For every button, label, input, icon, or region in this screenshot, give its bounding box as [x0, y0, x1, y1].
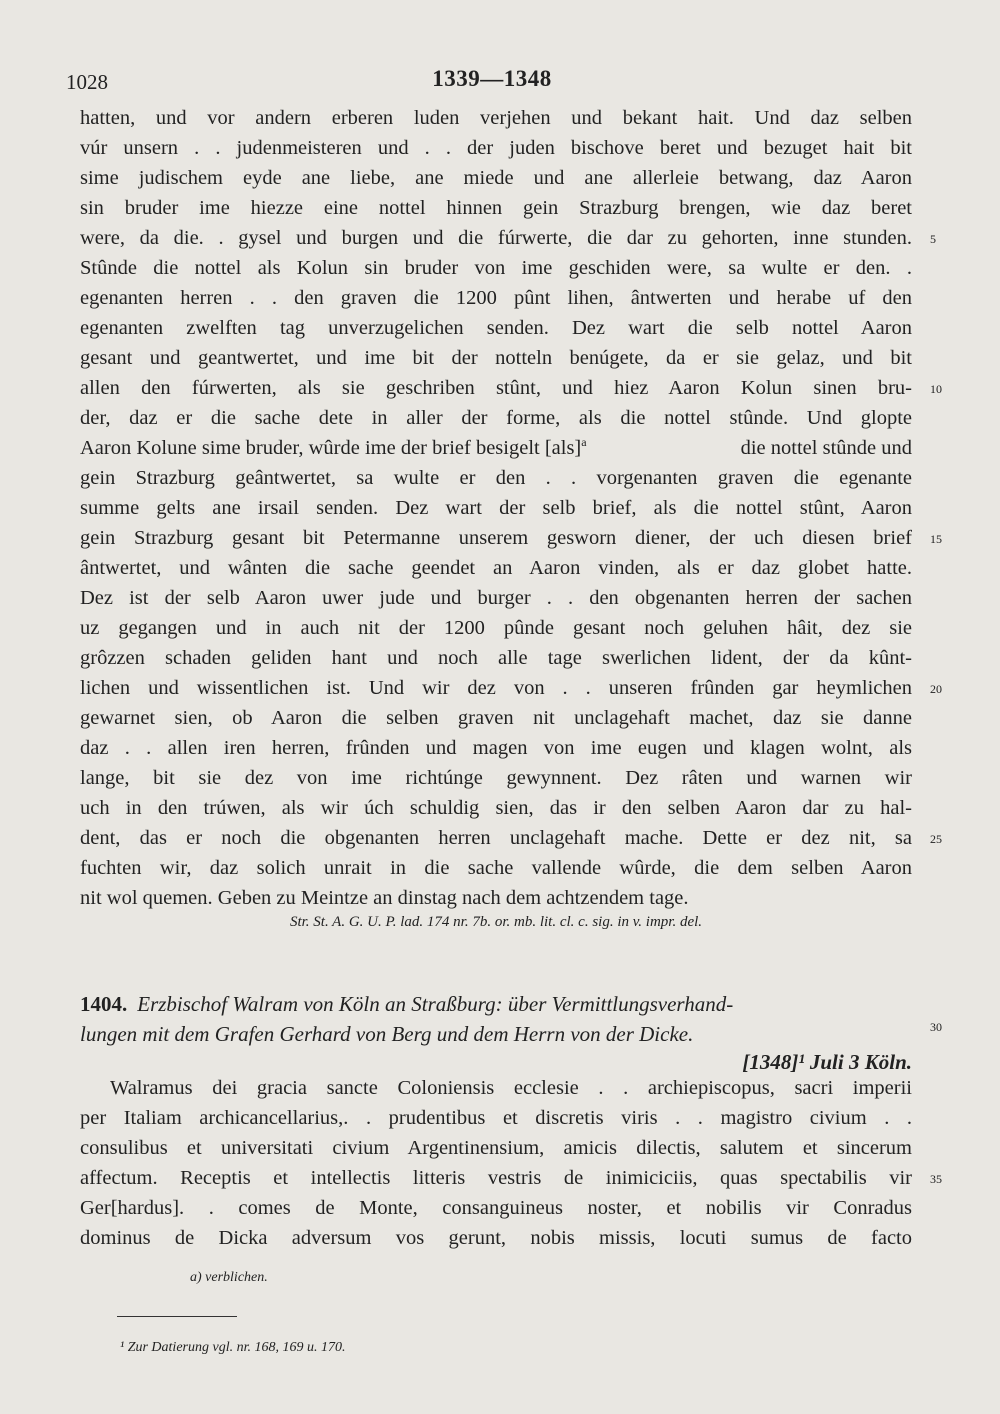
body-line: ântwertet, und wânten die sache geendet an Aaron vinden, als er daz globet hatte.	[80, 557, 912, 579]
document-title-line-2: lungen mit dem Grafen Gerhard von Berg und dem Herrn von der Dicke.	[80, 1022, 694, 1046]
latin-line: per Italiam archicancellarius,. . prudentibus et discretis viris . . magistro civium . .	[80, 1107, 912, 1129]
document-title-line-1	[80, 990, 912, 1018]
body-line: gein Strazburg geântwertet, sa wulte er den . . vorgenanten graven die egenante	[80, 467, 912, 489]
footnote-divider	[117, 1316, 237, 1317]
body-line: nit wol quemen. Geben zu Meintze an dinstag nach dem achtzendem tage.	[80, 887, 689, 909]
body-line: daz . . allen iren herren, frûnden und magen von ime eugen und klagen wolnt, als	[80, 737, 912, 759]
footnote-1: ¹ Zur Datierung vgl. nr. 168, 169 u. 170.	[120, 1340, 346, 1355]
document-number: 1404.	[80, 992, 128, 1016]
body-line: uch in den trúwen, als wir úch schuldig sien, das ir den selben Aaron dar zu hal-	[80, 797, 912, 819]
page-header	[64, 62, 920, 98]
body-line: fuchten wir, daz solich unrait in die sache vallende wûrde, die dem selben Aaron	[80, 857, 912, 879]
body-line: gein Strazburg gesant bit Petermanne unserem gesworn diener, der uch diesen brief	[80, 527, 912, 549]
footnote-a: a) verblichen.	[190, 1270, 268, 1285]
body-line: gewarnet sien, ob Aaron die selben graven nit unclagehaft machet, daz sie danne	[80, 707, 912, 729]
latin-line: consulibus et universitati civium Argentinensium, amicis dilectis, salutem et sincerum	[80, 1137, 912, 1159]
body-line: der, daz er die sache dete in aller der forme, als die nottel stûnde. Und glopte	[80, 407, 912, 429]
line-number-35: 35	[930, 1172, 942, 1186]
line-number-10: 10	[930, 382, 942, 396]
document-date: [1348]¹ Juli 3 Köln.	[742, 1050, 912, 1074]
body-line: summe gelts ane irsail senden. Dez wart der selb brief, als die nottel stûnt, Aaron	[80, 497, 912, 519]
body-line: vúr unsern . . judenmeisteren und . . der juden bischove beret und bezuget hait bit	[80, 137, 912, 159]
line-number-30: 30	[930, 1020, 942, 1034]
body-line: sin bruder ime hiezze eine nottel hinnen gein Strazburg brengen, wie daz beret	[80, 197, 912, 219]
document-title-text-1: Erzbischof Walram von Köln an Straßburg: über Vermittlungsverhand-	[137, 992, 734, 1016]
body-line-text: Aaron Kolune sime bruder, wûrde ime der brief besigelt [als]	[80, 437, 582, 459]
latin-line: Ger[hardus]. . comes de Monte, consanguineus noster, et nobilis vir Conradus	[80, 1197, 912, 1219]
body-line-tail: die nottel stûnde und	[740, 437, 912, 459]
body-line: Stûnde die nottel als Kolun sin bruder von ime geschiden were, sa wulte er den. .	[80, 257, 912, 279]
line-number-5: 5	[930, 232, 936, 246]
line-number-25: 25	[930, 832, 942, 846]
latin-line: affectum. Receptis et intellectis litteris vestris de inimiciciis, quas spectabilis vir	[80, 1167, 912, 1189]
footnote-marker-a: a	[581, 435, 587, 450]
body-line: uz gegangen und in auch nit der 1200 pûnde gesant noch geluhen hâit, dez sie	[80, 617, 912, 639]
body-line: egenanten zwelften tag unverzugelichen senden. Dez wart die selb nottel Aaron	[80, 317, 912, 339]
body-line: were, da die. . gysel und burgen und die fúrwerte, die dar zu gehorten, inne stunden.	[80, 227, 912, 249]
body-line-with-footnote	[80, 434, 912, 462]
latin-line: dominus de Dicka adversum vos gerunt, nobis missis, locuti sumus de facto	[80, 1227, 912, 1249]
body-line: dent, das er noch die obgenanten herren unclagehaft mache. Dette er dez nit, sa	[80, 827, 912, 849]
body-line: allen den fúrwerten, als sie geschriben stûnt, und hiez Aaron Kolun sinen bru-	[80, 377, 912, 399]
latin-line: Walramus dei gracia sancte Coloniensis ecclesie . . archiepiscopus, sacri imperii	[110, 1077, 912, 1099]
body-line: gesant und geantwertet, und ime bit der notteln benúgete, da er sie gelaz, und bit	[80, 347, 912, 369]
year-range-heading: 1339—1348	[432, 66, 552, 91]
body-line: egenanten herren . . den graven die 1200 pûnt lihen, ântwerten und herabe uf den	[80, 287, 912, 309]
archival-source-note: Str. St. A. G. U. P. lad. 174 nr. 7b. or. mb. lit. cl. c. sig. in v. impr. del.	[289, 914, 703, 930]
body-line: hatten, und vor andern erberen luden verjehen und bekant hait. Und daz selben	[80, 107, 912, 129]
line-number-15: 15	[930, 532, 942, 546]
body-line: grôzzen schaden geliden hant und noch alle tage swerlichen lident, der da kûnt-	[80, 647, 912, 669]
line-number-20: 20	[930, 682, 942, 696]
page-number: 1028	[66, 70, 108, 94]
body-line: Dez ist der selb Aaron uwer jude und burger . . den obgenanten herren der sachen	[80, 587, 912, 609]
body-line: sime judischem eyde ane liebe, ane miede und ane allerleie betwang, daz Aaron	[80, 167, 912, 189]
body-line: lichen und wissentlichen ist. Und wir dez von . . unseren frûnden gar heymlichen	[80, 677, 912, 699]
body-line: lange, bit sie dez von ime richtúnge gewynnent. Dez râten und warnen wir	[80, 767, 912, 789]
